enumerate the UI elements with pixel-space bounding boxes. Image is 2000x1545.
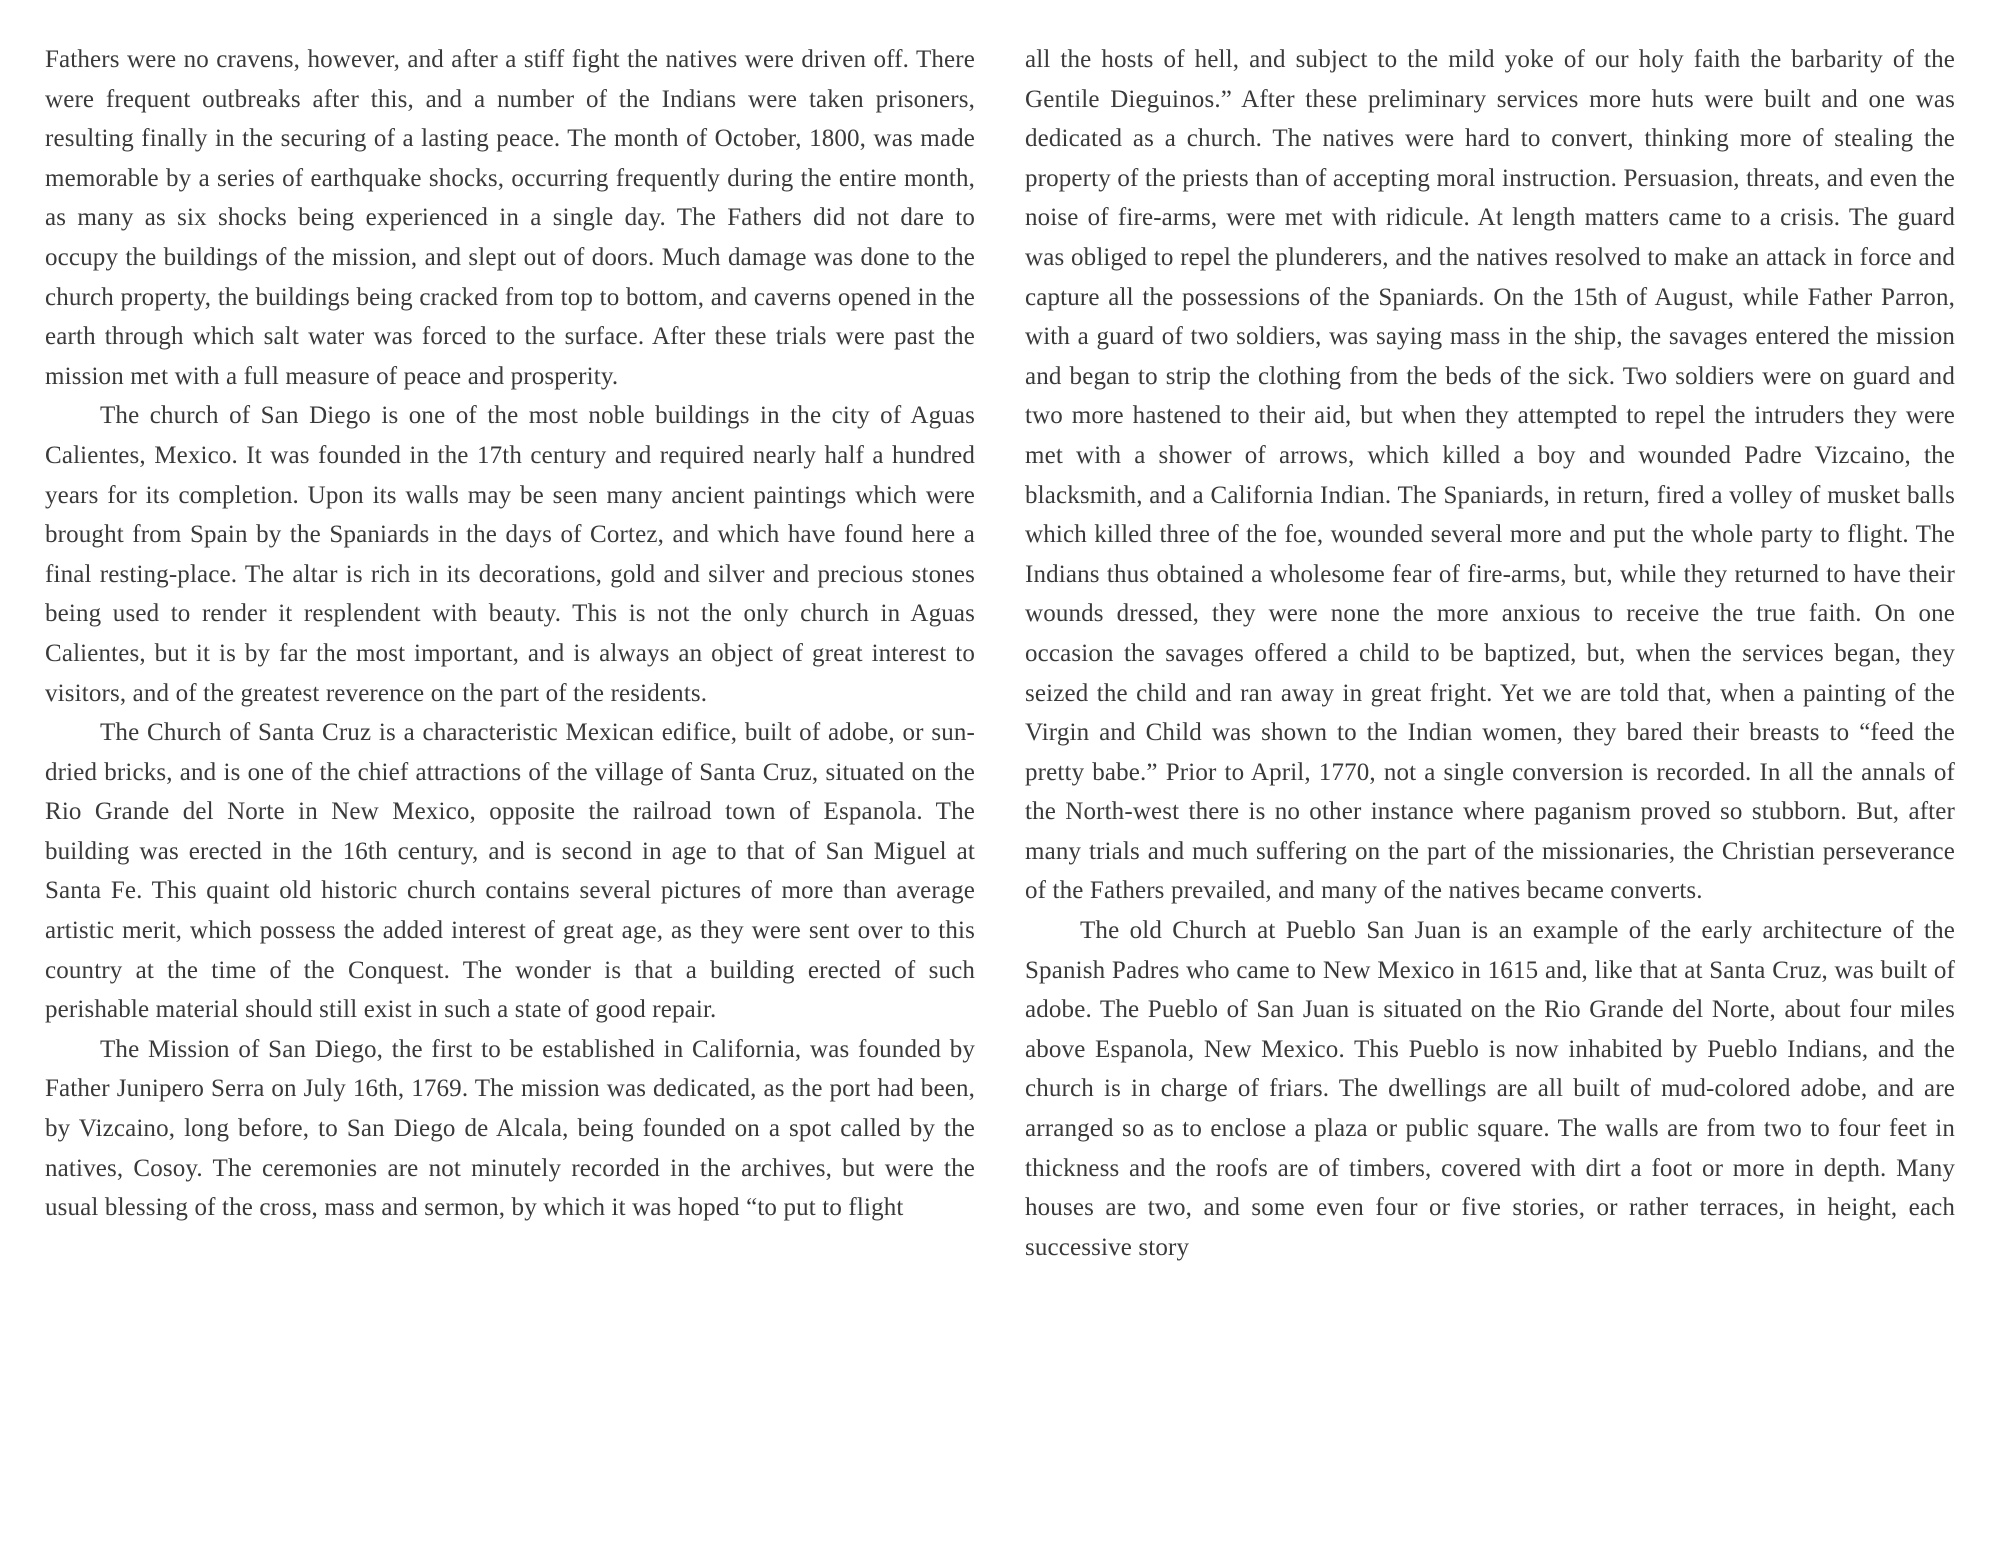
paragraph-mission-san-diego-continuation: all the hosts of hell, and subject to the mild yoke of our holy faith the barbarity of the Gentile Dieguinos.” After these preliminary services more huts were built and one was dedicated as a church. The natives were hard to convert, thinking more of stealing the property of the priests than of accepting moral instruction. Persuasion, threats, and even the noise of fire-arms, were met with ridicule. At length matters came to a crisis. The guard was obliged to repel the plunderers, and the natives resolved to make an attack in force and capture all the possessions of the Spaniards. On the 15th of August, while Father Parron, with a guard of two soldiers, was saying mass in the ship, the savages entered the mission and began to strip the clothing from the beds of the sick. Two soldiers were on guard and two more hastened to their aid, but when they attempted to repel the intruders they were met with a shower of arrows, which killed a boy and wounded Padre Vizcaino, the blacksmith, and a California Indian. The Spaniards, in return, fired a volley of musket balls which killed three of the foe, wounded several more and put the whole party to flight. The Indians thus obtained a wholesome fear of fire-arms, but, while they returned to have their wounds dressed, they were none the more anxious to receive the true faith. On one occasion the savages offered a child to be baptized, but, when the services began, they seized the child and ran away in great fright. Yet we are told that, when a painting of the Virgin and Child was shown to the Indian women, they bared their breasts to “feed the pretty babe.” Prior to April, 1770, not a single conversion is recorded. In all the annals of the North-west there is no other instance where paganism proved so stubborn. But, after many trials and much suffering on the part of the missionaries, the Christian perseverance of the Fathers prevailed, and many of the natives became converts. xyxy=(1025,46,1955,905)
paragraph-earthquake-continuation: Fathers were no cravens, however, and after a stiff fight the natives were driven off. There were frequent outbreaks after this, and a number of the Indians were taken prisoners, resulting finally in the securing of a lasting peace. The month of October, 1800, was made memorable by a series of earthquake shocks, occurring frequently during the entire month, as many as six shocks being experienced in a single day. The Fathers did not dare to occupy the buildings of the mission, and slept out of doors. Much damage was done to the church property, the buildings being cracked from top to bottom, and caverns opened in the earth through which salt water was forced to the surface. After these trials were past the mission met with a full measure of peace and prosperity. xyxy=(45,46,975,390)
right-text-column xyxy=(1025,40,1955,1267)
paragraph-church-santa-cruz: The Church of Santa Cruz is a characteristic Mexican edifice, built of adobe, or sun-dried bricks, and is one of the chief attractions of the village of Santa Cruz, situated on the Rio Grande del Norte in New Mexico, opposite the railroad town of Espanola. The building was erected in the 16th century, and is second in age to that of San Miguel at Santa Fe. This quaint old historic church contains several pictures of more than average artistic merit, which possess the added interest of great age, as they were sent over to this country at the time of the Conquest. The wonder is that a building erected of such perishable material should still exist in such a state of good repair. xyxy=(45,719,975,1024)
paragraph-church-san-diego-aguas-calientes: The church of San Diego is one of the most noble buildings in the city of Aguas Calientes, Mexico. It was founded in the 17th century and required nearly half a hundred years for its completion. Upon its walls may be seen many ancient paintings which were brought from Spain by the Spaniards in the days of Cortez, and which have found here a final resting-place. The altar is rich in its decorations, gold and silver and precious stones being used to render it resplendent with beauty. This is not the only church in Aguas Calientes, but it is by far the most important, and is always an object of great interest to visitors, and of the greatest reverence on the part of the residents. xyxy=(45,402,975,707)
paragraph-mission-san-diego: The Mission of San Diego, the first to be established in California, was founded by Father Junipero Serra on July 16th, 1769. The mission was dedicated, as the port had been, by Vizcaino, long before, to San Diego de Alcala, being founded on a spot called by the natives, Cosoy. The ceremonies are not minutely recorded in the archives, but were the usual blessing of the cross, mass and sermon, by which it was hoped “to put to flight xyxy=(45,1035,975,1222)
paragraph-church-pueblo-san-juan: The old Church at Pueblo San Juan is an example of the early architecture of the Spanish Padres who came to New Mexico in 1615 and, like that at Santa Cruz, was built of adobe. The Pueblo of San Juan is situated on the Rio Grande del Norte, about four miles above Espanola, New Mexico. This Pueblo is now inhabited by Pueblo Indians, and the church is in charge of friars. The dwellings are all built of mud-colored adobe, and are arranged so as to enclose a plaza or public square. The walls are from two to four feet in thickness and the roofs are of timbers, covered with dirt a foot or more in depth. Many houses are two, and some even four or five stories, or rather terraces, in height, each successive story xyxy=(1025,917,1955,1261)
left-text-column xyxy=(45,40,975,1228)
